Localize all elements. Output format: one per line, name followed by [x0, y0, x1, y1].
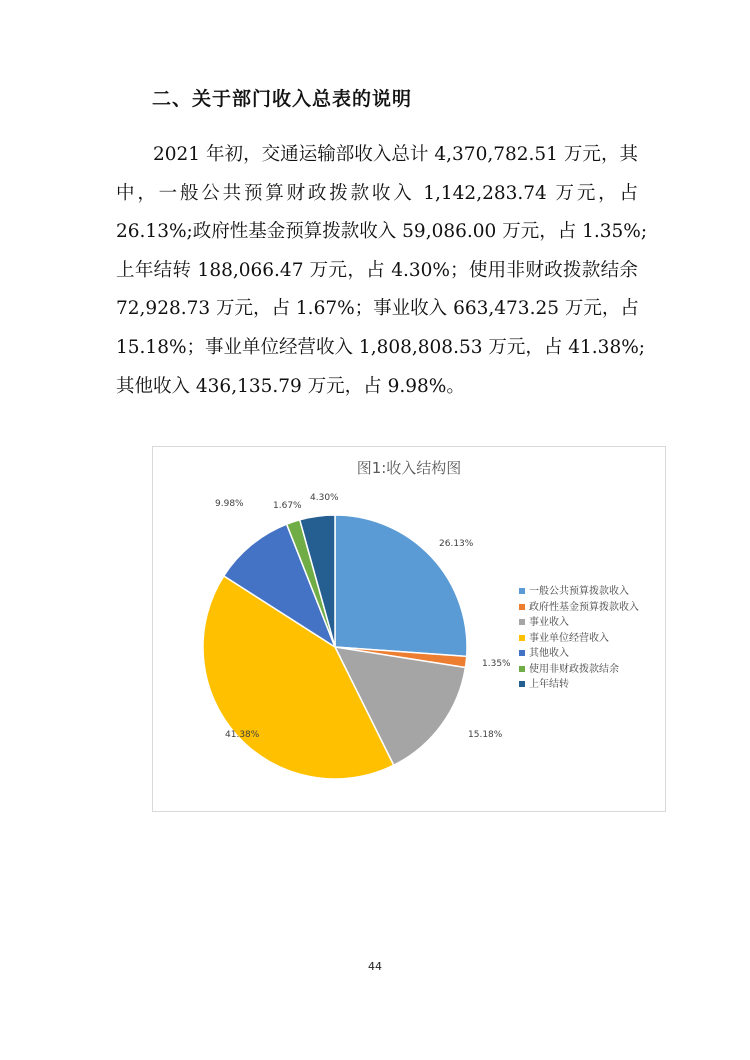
- legend-swatch: [519, 635, 525, 641]
- legend-label: 上年结转: [529, 679, 569, 690]
- slice-data-label: 1.35%: [482, 659, 511, 669]
- income-structure-chart: [152, 446, 666, 812]
- pie-slice: [335, 515, 467, 656]
- legend-item: [519, 584, 639, 600]
- paragraph-line: 上年结转 188,066.47 万元，占 4.30%；使用非财政拨款结余: [116, 259, 638, 281]
- legend-label: 政府性基金预算拨款收入: [529, 601, 639, 613]
- slice-data-label: 1.67%: [273, 501, 302, 511]
- paragraph-line: 26.13%;政府性基金预算拨款收入 59,086.00 万元，占 1.35%;: [116, 221, 648, 243]
- legend-swatch: [519, 619, 525, 625]
- legend-label: 一般公共预算拨款收入: [529, 586, 629, 597]
- legend-item: [519, 631, 639, 647]
- slice-data-label: 15.18%: [468, 730, 503, 740]
- paragraph-line: 中，一般公共预算财政拨款收入 1,142,283.74 万元，占: [116, 182, 638, 204]
- paragraph-line: 72,928.73 万元，占 1.67%；事业收入 663,473.25 万元，占: [116, 298, 639, 320]
- legend-swatch: [519, 666, 525, 672]
- body-paragraph: [116, 136, 648, 406]
- legend-label: 其他收入: [529, 648, 569, 659]
- legend-label: 事业单位经营收入: [529, 632, 609, 644]
- paragraph-line: 2021 年初，交通运输部收入总计 4,370,782.51 万元，其: [153, 144, 638, 165]
- slice-data-label: 41.38%: [225, 730, 260, 740]
- page-number: 44: [368, 960, 382, 973]
- legend-swatch: [519, 681, 525, 687]
- legend-swatch: [519, 588, 525, 594]
- chart-legend: [519, 584, 639, 693]
- legend-item: [519, 677, 639, 693]
- section-heading: 二、关于部门收入总表的说明: [152, 88, 413, 110]
- chart-title: 图1:收入结构图: [356, 459, 462, 477]
- legend-item: [519, 615, 639, 631]
- legend-swatch: [519, 604, 525, 610]
- legend-label: 使用非财政拨款结余: [529, 663, 619, 675]
- legend-label: 事业收入: [529, 617, 569, 628]
- legend-item: [519, 600, 639, 616]
- paragraph-line: 其他收入 436,135.79 万元，占 9.98%。: [116, 375, 465, 397]
- legend-swatch: [519, 650, 525, 656]
- legend-item: [519, 646, 639, 662]
- slice-data-label: 26.13%: [439, 539, 474, 549]
- legend-item: [519, 662, 639, 678]
- slice-data-label: 4.30%: [310, 493, 339, 503]
- paragraph-line: 15.18%；事业单位经营收入 1,808,808.53 万元，占 41.38%;: [116, 336, 646, 358]
- slice-data-label: 9.98%: [215, 499, 244, 509]
